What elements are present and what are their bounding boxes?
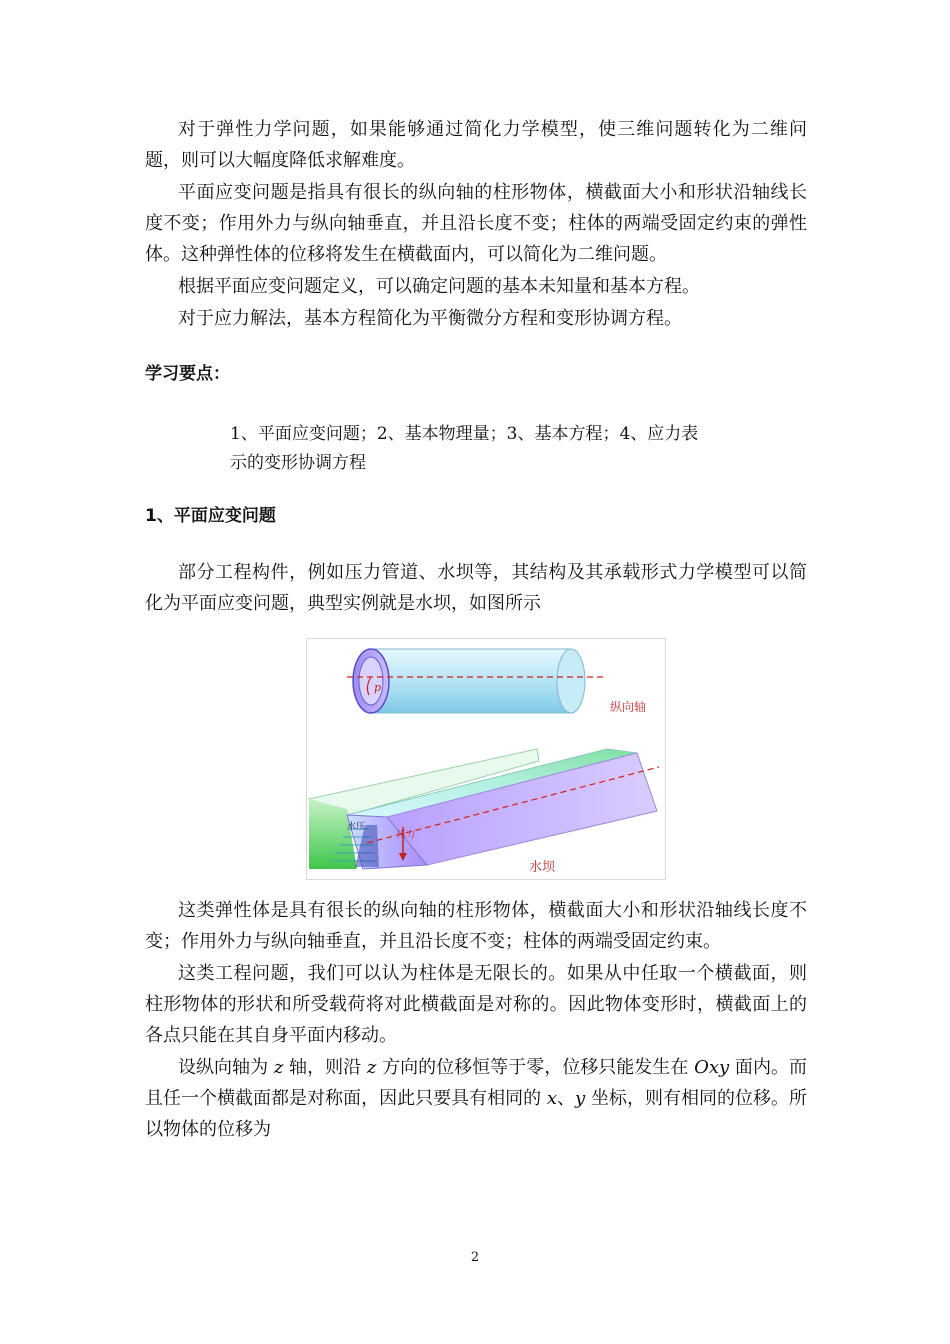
pressure-label: 压力 (397, 830, 416, 840)
paragraph-section-intro: 部分工程构件，例如压力管道、水坝等，其结构及其承载形式力学模型可以简化为平面应变问题，典型实例就是水坝，如图所示 (145, 562, 807, 614)
paragraph-displacement: 设纵向轴为 z 轴，则沿 z 方向的位移恒等于零，位移只能发生在 Oxy 面内。而且任一个横截面都是对称面，因此只要具有相同的 x、y 坐标，则有相同的位移。所以物体的位移为 (145, 1057, 807, 1140)
paragraph-infinite-length: 这类工程问题，我们可以认为柱体是无限长的。如果从中任取一个横截面，则柱形物体的形状和所受载荷将对此横截面是对称的。因此物体变形时，横截面上的各点只能在其自身平面内移动。 (145, 963, 807, 1046)
study-points-line-2: 示的变形协调方程 (230, 453, 366, 473)
longitudinal-axis-label: 纵向轴 (610, 700, 647, 714)
dam-downstream-face (387, 753, 657, 865)
section-1-heading: 1、平面应变问题 (145, 506, 276, 526)
dam-label: 水坝 (529, 860, 556, 875)
pipe-illustration (347, 649, 607, 713)
paragraph-intro: 对于弹性力学问题，如果能够通过简化力学模型，使三维问题转化为二维问题，则可以大幅度降低求解难度。 (145, 119, 807, 171)
paragraph-definition: 平面应变问题是指具有很长的纵向轴的柱形物体，横截面大小和形状沿轴线长度不变；作用外力与纵向轴垂直，并且沿长度不变；柱体的两端受固定约束的弹性体。这种弹性体的位移将发生在横截面内，可以简化为二维问题。 (145, 182, 807, 265)
study-points-list (230, 420, 760, 478)
dam-illustration (307, 639, 665, 879)
pressure-symbol-label: p (374, 681, 382, 694)
dam-figure (306, 638, 666, 880)
paragraph-unknowns: 根据平面应变问题定义，可以确定问题的基本未知量和基本方程。 (178, 276, 700, 297)
study-points-heading: 学习要点： (145, 364, 230, 384)
water-pressure-label: 水压 (347, 822, 366, 832)
page-number: 2 (470, 1250, 480, 1265)
paragraph-stress-method: 对于应力解法，基本方程简化为平衡微分方程和变形协调方程。 (178, 308, 682, 329)
paragraph-elastic-body: 这类弹性体是具有很长的纵向轴的柱形物体，横截面大小和形状沿轴线长度不变；作用外力与纵向轴垂直，并且沿长度不变；柱体的两端受固定约束。 (145, 900, 807, 952)
study-points-line-1: 1、平面应变问题；2、基本物理量；3、基本方程；4、应力表 (230, 424, 699, 444)
